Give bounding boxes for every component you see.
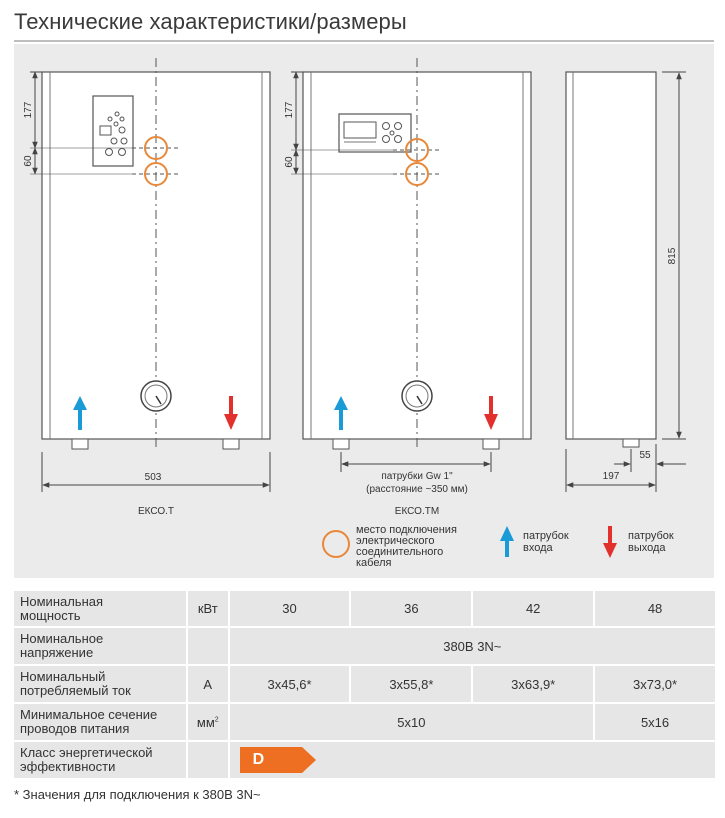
row-label-voltage: Номинальное напряжение xyxy=(14,628,188,666)
value-cell: 5x16 xyxy=(595,704,715,742)
inlet-nozzle xyxy=(72,439,88,449)
pressure-gauge-icon xyxy=(141,381,171,411)
dim-depth-197: 197 xyxy=(602,471,620,482)
legend xyxy=(323,524,674,569)
table-row xyxy=(14,591,715,628)
title-divider xyxy=(14,40,714,42)
table-row xyxy=(14,666,715,704)
model-label-ekco-t: ЕКСО.Т xyxy=(137,506,175,517)
ekco-t-unit xyxy=(23,58,270,517)
control-panel-horizontal xyxy=(339,114,411,152)
pressure-gauge-icon xyxy=(402,381,432,411)
unit-cell: А xyxy=(188,666,230,704)
unit-cell xyxy=(188,742,230,780)
value-cell: 3x45,6* xyxy=(230,666,352,704)
value-cell: 48 xyxy=(595,591,715,628)
value-cell: 30 xyxy=(230,591,352,628)
nozzle-label-line1: патрубки Gw 1" xyxy=(381,471,453,482)
legend-inlet-arrow-icon xyxy=(500,526,514,557)
page-title: Технические характеристики/размеры xyxy=(14,9,407,34)
table-row xyxy=(14,742,715,780)
side-view xyxy=(566,72,686,492)
ekco-tm-unit xyxy=(284,58,531,517)
dim-60-mid: 60 xyxy=(284,156,295,168)
dim-177-left: 177 xyxy=(23,101,34,119)
legend-outlet-arrow-icon xyxy=(603,526,617,558)
unit-cell: кВт xyxy=(188,591,230,628)
value-cell: 3x73,0* xyxy=(595,666,715,704)
side-nozzle xyxy=(623,439,639,447)
legend-inlet-line2: входа xyxy=(523,542,553,554)
dim-60-left: 60 xyxy=(23,155,34,167)
inlet-nozzle xyxy=(333,439,349,449)
nozzle-label-line2: (расстояние ~350 мм) xyxy=(366,484,468,495)
value-cell: 3x63,9* xyxy=(473,666,595,704)
value-cell: 42 xyxy=(473,591,595,628)
model-label-ekco-tm: ЕКСО.ТМ xyxy=(394,506,440,517)
energy-class-badge: D xyxy=(240,747,316,773)
legend-cable-line4: кабеля xyxy=(356,557,392,569)
row-label-energy-class: Класс энергетической эффективности xyxy=(14,742,188,780)
unit-cell xyxy=(188,628,230,666)
table-row xyxy=(14,704,715,742)
footnote: * Значения для подключения к 380В 3N~ xyxy=(14,787,261,802)
dim-height-815: 815 xyxy=(667,247,678,265)
row-label-power: Номинальная мощность xyxy=(14,591,188,628)
value-cell: 36 xyxy=(351,591,473,628)
unit-cell: $мм^2$ xyxy=(188,704,230,742)
legend-outlet-line2: выхода xyxy=(628,542,666,554)
control-panel-vertical xyxy=(93,96,133,166)
row-label-cross-section: Минимальное сечение проводов питания xyxy=(14,704,188,742)
dim-177-mid: 177 xyxy=(284,101,295,119)
legend-cable-circle-icon xyxy=(323,531,349,557)
legend-cable-line3: соединительного xyxy=(356,546,444,558)
value-cell: 5x10 xyxy=(230,704,595,742)
legend-inlet-line1: патрубок xyxy=(523,530,569,542)
dim-depth-55: 55 xyxy=(639,450,651,461)
dim-width-503: 503 xyxy=(144,472,162,483)
technical-drawing xyxy=(14,44,714,578)
outlet-nozzle xyxy=(483,439,499,449)
value-cell xyxy=(230,742,715,780)
table-row xyxy=(14,628,715,666)
value-cell: 380В 3N~ xyxy=(230,628,715,666)
specs-table xyxy=(14,591,715,780)
row-label-current: Номинальный потребляемый ток xyxy=(14,666,188,704)
legend-cable-line2: электрического xyxy=(356,535,435,547)
value-cell: 3x55,8* xyxy=(351,666,473,704)
legend-outlet-line1: патрубок xyxy=(628,530,674,542)
outlet-nozzle xyxy=(223,439,239,449)
legend-cable-line1: место подключения xyxy=(356,524,457,536)
